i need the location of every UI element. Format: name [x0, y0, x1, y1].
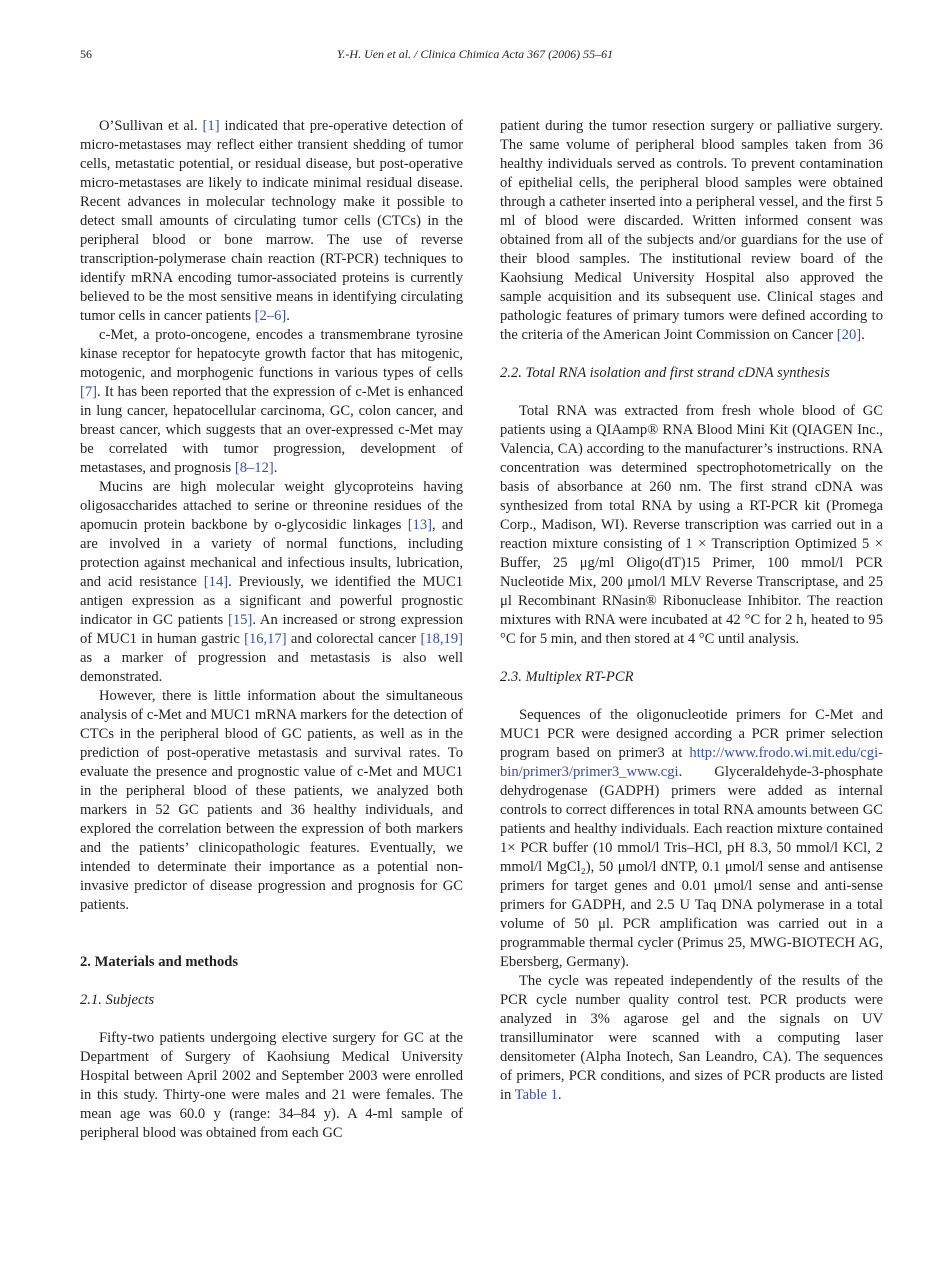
right-column: [500, 117, 883, 1105]
text-run: c-Met, a proto-oncogene, encodes a transmembrane tyrosine kinase receptor for hepatocyte growth factor that has mitogenic, motogenic, and morphogenic functions in various types of cells: [80, 327, 463, 381]
text-run: .: [557, 1087, 562, 1103]
text-run: The cycle was repeated independently of the results of the PCR cycle number quality control test. PCR products were analyzed in 3% agarose gel and the signals on UV transilluminator were scanned with a computing laser densitometer (Alpha Inotech, San Leandro, CA). The sequences of primers, PCR conditions, and sizes of PCR products are listed in: [500, 973, 883, 1103]
reference-link[interactable]: [7]: [80, 384, 98, 400]
text-run: Mucins are high molecular weight glycoproteins having oligosaccharides attached to serine or threonine residues of the apomucin protein backbone by o-glycosidic linkages: [80, 479, 463, 533]
running-head: Y.-H. Uen et al. / Clinica Chimica Acta 367 (2006) 55–61: [336, 47, 614, 61]
paragraph: [500, 402, 883, 649]
paragraph: [80, 326, 463, 478]
left-column: [80, 117, 463, 1143]
reference-link[interactable]: [1]: [202, 118, 220, 134]
text-run: . Previously, we identified the MUC1 antigen expression as a significant and powerful prognostic indicator in GC patients: [80, 574, 464, 628]
paragraph: [500, 117, 883, 345]
text-run: and colorectal cancer: [286, 631, 421, 647]
page-number: 56: [80, 47, 92, 61]
text-run: Fifty-two patients undergoing elective surgery for GC at the Department of Surgery of Kaohsiung Medical University Hospital between April 2002 and September 2003 were enrolled in this study. Thirty-one were males and 21 were females. The mean age was 60.0 y (range: 34–84 y). A 4-ml sample of peripheral blood was obtained from each GC: [80, 1030, 463, 1141]
reference-link[interactable]: Table 1: [514, 1087, 558, 1103]
section-heading: 2. Materials and methods: [80, 954, 239, 970]
paragraph: [80, 1029, 463, 1143]
text-run: However, there is little information about the simultaneous analysis of c-Met and MUC1 mRNA markers for the detection of CTCs in the peripheral blood of GC patients, as well as in the prediction of post-operative metastasis and survival rates. To evaluate the presence and prognostic value of c-Met and MUC1 in the peripheral blood of these patients, we analyzed both markers in 52 GC patients and 36 healthy individuals, and explored the correlation between the expression of both markers and the patients’ clinicopathologic features. Eventually, we intended to determinate their importance as a potential non-invasive predictor of disease progression and prognosis for GC patients.: [80, 688, 463, 913]
text-run: Total RNA was extracted from fresh whole blood of GC patients using a QIAamp® RNA Blood Mini Kit (QIAGEN Inc., Valencia, CA) according to the manufacturer’s instructions. RNA concentration was determined spectrophotometrically on the basis of absorbance at 260 nm. The first strand cDNA was synthesized from total RNA by using a RT-PCR kit (Promega Corp., Madison, WI). Reverse transcription was carried out in a reaction mixture consisting of 1 × Transcription Optimized 5 × Buffer, 25 μg/ml Oligo(dT)15 Primer, 100 mmol/l PCR Nucleotide Mix, 200 μmol/l MLV Reverse Transcriptase, and 25 μl Recombinant RNasin® Ribonuclease Inhibitor. The reaction mixtures with RNA were incubated at 42 °C for 2 h, heated to 95 °C for 5 min, and then stored at 4 °C until analysis.: [500, 403, 883, 647]
text-run: . An increased or strong expression of MUC1 in human gastric: [80, 612, 464, 647]
subsection-heading: 2.1. Subjects: [80, 992, 155, 1008]
reference-link[interactable]: http://www.frodo.wi.mit.edu/cgi-bin/primer3/primer3_www.cgi: [500, 745, 883, 780]
subsection-heading: 2.3. Multiplex RT-PCR: [500, 669, 634, 685]
paragraph: [500, 972, 883, 1105]
text-run: .: [286, 308, 290, 324]
text-run: indicated that pre-operative detection of micro-metastases may reflect either transient shedding of tumor cells, metastatic potential, or residual disease, but post-operative micro-metastases are likely to indicate minimal residual disease. Recent advances in molecular technology make it possible to detect small amounts of circulating tumor cells (CTCs) in the peripheral blood or bone marrow. The use of reverse transcription-polymerase chain reaction (RT-PCR) techniques to identify mRNA encoding tumor-associated proteins is currently believed to be the most sensitive means in identifying circulating tumor cells in cancer patients: [80, 118, 463, 324]
paragraph: [80, 478, 463, 687]
paragraph: [80, 117, 463, 326]
reference-link[interactable]: [2–6]: [254, 308, 287, 324]
text-run: . It has been reported that the expression of c-Met is enhanced in lung cancer, hepatocellular carcinoma, GC, colon cancer, and breast cancer, which suggests that an over-expressed c-Met may be correlated with tumor progression, development of metastases, and prognosis: [80, 384, 463, 476]
text-run: , and are involved in a variety of normal functions, including protection against mechanical and infectious insults, lubrication, and acid resistance: [80, 517, 463, 590]
reference-link[interactable]: [20]: [836, 327, 862, 343]
reference-link[interactable]: [18,19]: [420, 631, 463, 647]
text-run: patient during the tumor resection surgery or palliative surgery. The same volume of peripheral blood samples taken from 36 healthy individuals served as controls. To prevent contamination of epithelial cells, the peripheral blood samples were obtained through a catheter inserted into a peripheral vessel, and the first 5 ml of blood were discarded. Written informed consent was obtained from all of the subjects and/or guardians for the use of their blood samples. The institutional review board of the Kaohsiung Medical University Hospital also approved the sample acquisition and its subsequent use. Clinical stages and pathologic features of primary tumors were defined according to the criteria of the American Joint Commission on Cancer: [500, 118, 883, 343]
paragraph: [500, 706, 883, 972]
reference-link[interactable]: [13]: [407, 517, 433, 533]
subsection-heading: 2.2. Total RNA isolation and first strand cDNA synthesis: [500, 365, 830, 381]
text-run: Sequences of the oligonucleotide primers for C-Met and MUC1 PCR were designed according a PCR primer selection program based on primer3 at: [500, 707, 883, 761]
paragraph: [80, 687, 463, 915]
text-run: .: [273, 460, 278, 476]
reference-link[interactable]: [16,17]: [244, 631, 287, 647]
text-run: O’Sullivan et al.: [99, 118, 203, 134]
reference-link[interactable]: [8–12]: [234, 460, 274, 476]
reference-link[interactable]: [14]: [203, 574, 229, 590]
text-run: .: [861, 327, 865, 343]
text-run: . Glyceraldehyde-3-phosphate dehydrogenase (GADPH) primers were added as internal controls to correct differences in total RNA amounts between GC patients and healthy individuals. Each reaction mixture contained 1× PCR buffer (10 mmol/l Tris–HCl, pH 8.3, 50 mmol/l KCl, 2 mmol/l MgCl₂), 50 μmol/l dNTP, 0.1 μmol/l sense and antisense primers for target genes and 0.01 μmol/l sense and anti-sense primers for GADPH, and 2.5 U Taq DNA polymerase in a total volume of 50 μl. PCR amplification was carried out in a programmable thermal cycler (Primus 25, MWG-BIOTECH AG, Ebersberg, Germany).: [500, 764, 883, 970]
text-run: as a marker of progression and metastasis is also well demonstrated.: [80, 650, 463, 685]
reference-link[interactable]: [15]: [227, 612, 253, 628]
